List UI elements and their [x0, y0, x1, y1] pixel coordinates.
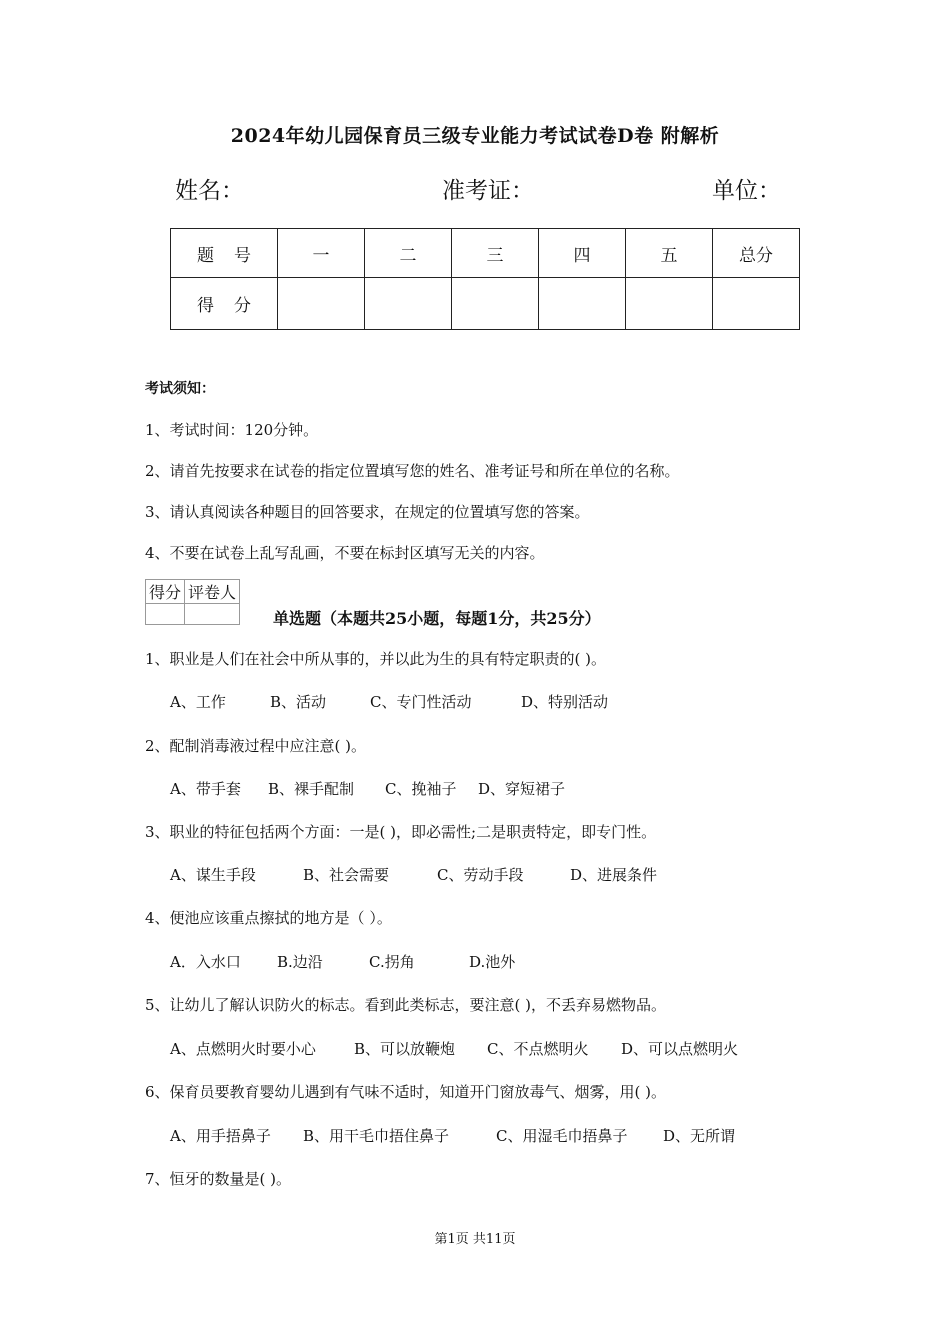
unit-label: 单位： [712, 178, 781, 204]
grader-reviewer-label: 评卷人 [185, 580, 240, 604]
score-table-score-label: 得分 [171, 278, 278, 330]
notice-item: 3、请认真阅读各种题目的回答要求，在规定的位置填写您的答案。 [145, 503, 590, 521]
score-table-col-1: 一 [278, 229, 365, 278]
option: B、社会需要 [303, 866, 390, 884]
grader-score-cell [146, 604, 185, 625]
score-cell [626, 278, 713, 330]
score-table-header-label: 题号 [171, 229, 278, 278]
question-options [170, 1038, 738, 1059]
option: C、挽袖子 [385, 780, 457, 798]
option: A、点燃明火时要小心 [170, 1040, 316, 1058]
option: B、用干毛巾捂住鼻子 [303, 1127, 450, 1145]
name-label: 姓名： [175, 178, 244, 204]
ticket-label: 准考证： [442, 178, 534, 204]
option: D、可以点燃明火 [621, 1040, 739, 1058]
option: B、裸手配制 [268, 780, 355, 798]
question-text: 5、让幼儿了解认识防火的标志。看到此类标志，要注意( )，不丢弃易燃物品。 [145, 996, 667, 1014]
score-table-header-row [171, 229, 800, 278]
option: D.池外 [469, 953, 516, 971]
score-table-col-3: 三 [452, 229, 539, 278]
question-options [170, 864, 657, 885]
option: A、带手套 [170, 780, 241, 798]
page-footer: 第1页 共11页 [434, 1232, 516, 1247]
question-text: 6、保育员要教育婴幼儿遇到有气味不适时，知道开门窗放毒气、烟雾，用( )。 [145, 1083, 667, 1101]
score-table-col-total: 总分 [713, 229, 800, 278]
score-table-col-5: 五 [626, 229, 713, 278]
notice-item: 2、请首先按要求在试卷的指定位置填写您的姓名、准考证号和所在单位的名称。 [145, 462, 680, 480]
option: B、可以放鞭炮 [354, 1040, 456, 1058]
score-cell [539, 278, 626, 330]
option: C、用湿毛巾捂鼻子 [496, 1127, 628, 1145]
option: A．入水口 [170, 953, 241, 971]
page-title: 2024年幼儿园保育员三级专业能力考试试卷D卷 附解析 [230, 125, 720, 147]
option: B、活动 [270, 693, 327, 711]
option: A、谋生手段 [170, 866, 256, 884]
score-cell [713, 278, 800, 330]
section-title: 单选题（本题共25小题，每题1分，共25分） [273, 609, 601, 628]
grader-score-label: 得分 [146, 580, 185, 604]
score-cell [365, 278, 452, 330]
option: C、劳动手段 [437, 866, 524, 884]
question-text: 7、恒牙的数量是( )。 [145, 1170, 292, 1188]
option: D、无所谓 [663, 1127, 736, 1145]
option: D、进展条件 [570, 866, 658, 884]
question-text: 4、便池应该重点擦拭的地方是（ ）。 [145, 909, 392, 927]
notice-item: 1、考试时间：120分钟。 [145, 421, 319, 439]
question-text: 2、配制消毒液过程中应注意( )。 [145, 737, 367, 755]
option: C、专门性活动 [370, 693, 472, 711]
score-table [170, 228, 800, 330]
question-text: 3、职业的特征包括两个方面：一是( )，即必需性;二是职责特定，即专门性。 [145, 823, 657, 841]
score-cell [452, 278, 539, 330]
grader-box [145, 579, 240, 625]
score-cell [278, 278, 365, 330]
option: A、工作 [170, 693, 226, 711]
question-options [170, 1125, 735, 1146]
option: D、特别活动 [521, 693, 609, 711]
notice-heading: 考试须知： [145, 381, 215, 397]
score-table-col-2: 二 [365, 229, 452, 278]
notice-item: 4、不要在试卷上乱写乱画，不要在标封区填写无关的内容。 [145, 544, 545, 562]
question-options [170, 951, 515, 972]
grader-reviewer-cell [185, 604, 240, 625]
score-table-col-4: 四 [539, 229, 626, 278]
option: C.拐角 [369, 953, 415, 971]
option: C、不点燃明火 [487, 1040, 589, 1058]
option: B.边沿 [277, 953, 323, 971]
question-options [170, 778, 565, 799]
score-table-score-row [171, 278, 800, 330]
option: A、用手捂鼻子 [170, 1127, 271, 1145]
question-text: 1、职业是人们在社会中所从事的，并以此为生的具有特定职责的( )。 [145, 650, 607, 668]
option: D、穿短裙子 [478, 780, 566, 798]
question-options [170, 691, 608, 712]
